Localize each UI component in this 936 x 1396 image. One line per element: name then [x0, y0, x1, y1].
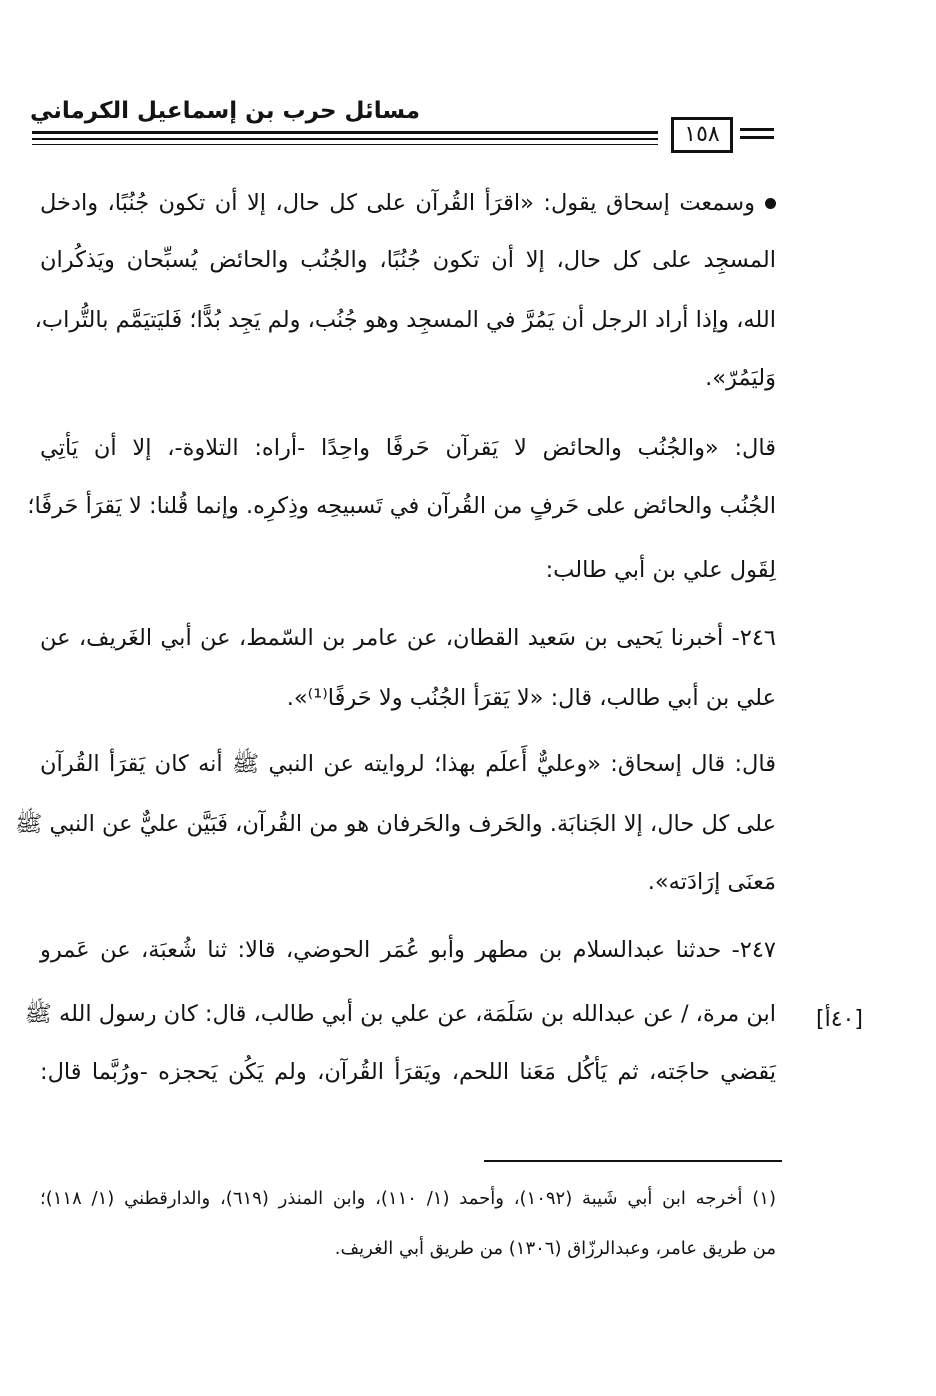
running-header-title: مسائل حرب بن إسماعيل الكرماني: [30, 98, 420, 124]
body-line: علي بن أبي طالب، قال: «لا يَقرَأ الجُنُب ولا حَرفًا⁽¹⁾».: [286, 685, 776, 711]
body-line: على كل حال، إلا الجَنابَة. والحَرف والحَرفان هو من القُرآن، فَبَيَّن عليٌّ عن النبي ﷺ: [15, 811, 776, 837]
manuscript-folio-note: [٤٠أ]: [816, 1007, 863, 1032]
body-line: وسمعت إسحاق يقول: «اقرَأ القُرآن على كل حال، إلا أن تكون جُنُبًا، وادخل: [40, 183, 776, 223]
body-line: الجُنُب والحائض على حَرفٍ من القُرآن في تَسبيحِه وذِكرِه. وإنما قُلنا: لا يَقرَأ حَرفًا؛: [27, 493, 776, 519]
body-line: ابن مرة، / عن عبدالله بن سَلَمَة، عن علي بن أبي طالب، قال: كان رسول الله ﷺ: [24, 1001, 776, 1027]
header-rule: [32, 144, 658, 145]
body-line: لِقَول علي بن أبي طالب:: [545, 557, 776, 583]
bullet-icon: [765, 198, 776, 209]
body-line: ٢٤٦- أخبرنا يَحيى بن سَعيد القطان، عن عامر بن السّمط، عن أبي الغَريف، عن: [40, 625, 776, 651]
header-rule: [32, 138, 658, 140]
footnote-line: (١) أخرجه ابن أبي شَيبة (١٠٩٢)، وأحمد (١/ ١١٠)، وابن المنذر (٦١٩)، والدارقطني (١/ ١١٨)؛: [40, 1188, 776, 1209]
body-line: الله، وإذا أراد الرجل أن يَمُرَّ في المسجِد وهو جُنُب، ولم يَجِد بُدًّا؛ فَليَتيَمَّم بالتُّراب،: [34, 307, 776, 333]
body-line: المسجِد على كل حال، إلا أن تكون جُنُبًا، والجُنُب والحائض يُسبِّحان ويَذكُران: [40, 247, 776, 273]
page-number: ١٥٨: [671, 117, 733, 153]
body-line: وَليَمُرّ».: [705, 365, 776, 391]
body-line: يَقضي حاجَته، ثم يَأكُل مَعَنا اللحم، ويَقرَأ القُرآن، ولم يَكُن يَحجزه -ورُبَّما قال:: [40, 1059, 776, 1085]
header-rule: [740, 136, 774, 139]
header-rule: [740, 128, 774, 131]
body-line: قال: قال إسحاق: «وعليٌّ أَعلَم بهذا؛ لروايته عن النبي ﷺ أنه كان يَقرَأ القُرآن: [40, 751, 776, 777]
footnote-rule: [484, 1160, 782, 1162]
body-line: مَعنَى إرَادَته».: [647, 869, 776, 895]
footnote-line: من طريق عامر، وعبدالرزّاق (١٣٠٦) من طريق أبي الغريف.: [334, 1238, 776, 1259]
header-rule: [32, 131, 658, 134]
body-line: ٢٤٧- حدثنا عبدالسلام بن مطهر وأبو عُمَر الحوضي، قالا: ثنا شُعبَة، عن عَمرو: [40, 937, 776, 963]
body-line: قال: «والجُنُب والحائض لا يَقرآن حَرفًا واحِدًا -أراه: التلاوة-، إلا أن يَأتِي: [40, 435, 776, 461]
